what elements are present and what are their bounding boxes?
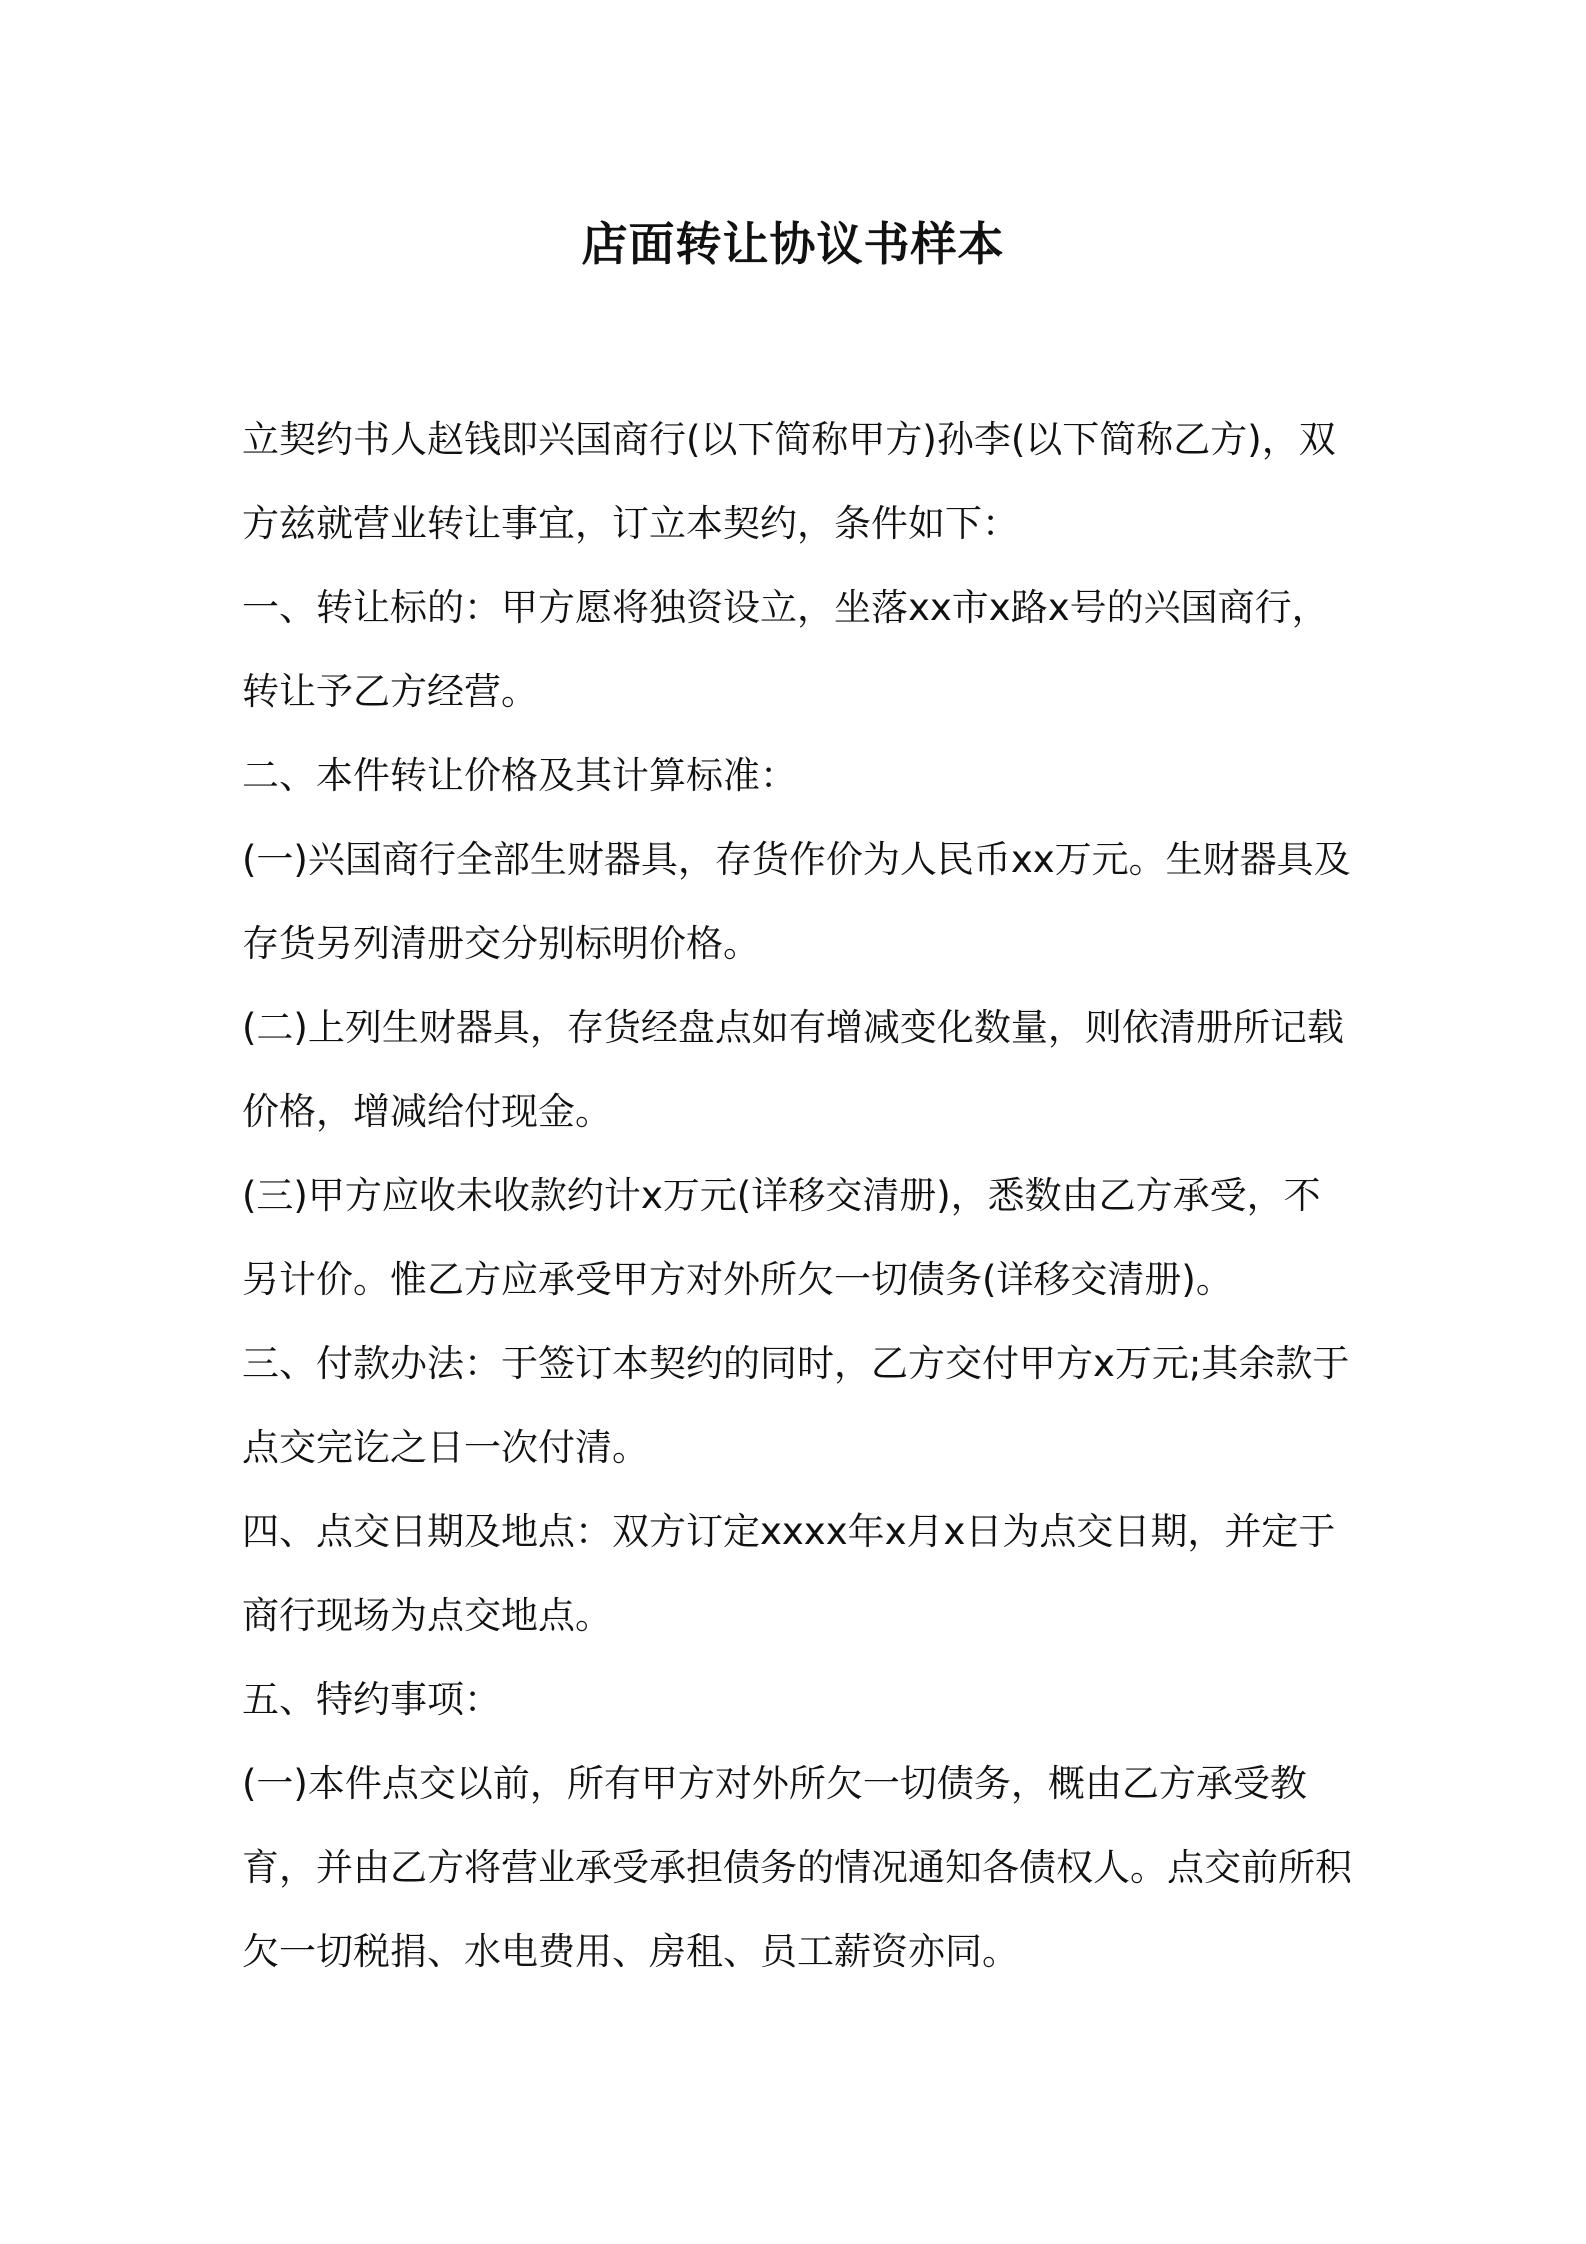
document-body [242, 398, 1354, 1994]
paragraph-clause-4: 四、点交日期及地点：双方订定xxxx年x月x日为点交日期，并定于商行现场为点交地点。 [242, 1510, 1336, 1637]
paragraph-clause-2-3: (三)甲方应收未收款约计x万元(详移交清册)，悉数由乙方承受，不另计价。惟乙方应承受甲方对外所欠一切债务(详移交清册)。 [242, 1174, 1321, 1301]
paragraph-clause-2: 二、本件转让价格及其计算标准： [242, 754, 797, 797]
paragraph-clause-1: 一、转让标的：甲方愿将独资设立，坐落xx市x路x号的兴国商行，转让予乙方经营。 [242, 586, 1329, 713]
document-title: 店面转让协议书样本 [581, 217, 1005, 271]
paragraph-clause-3: 三、付款办法：于签订本契约的同时，乙方交付甲方x万元;其余款于点交完讫之日一次付清。 [242, 1342, 1350, 1469]
paragraph-clause-5-1: (一)本件点交以前，所有甲方对外所欠一切债务，概由乙方承受教育，并由乙方将营业承受承担债务的情况通知各债权人。点交前所积欠一切税捐、水电费用、房租、员工薪资亦同。 [242, 1762, 1352, 1973]
paragraph-clause-2-2: (二)上列生财器具，存货经盘点如有增减变化数量，则依清册所记载价格，增减给付现金。 [242, 1006, 1344, 1133]
paragraph-intro: 立契约书人赵钱即兴国商行(以下简称甲方)孙李(以下简称乙方)，双方兹就营业转让事宜，订立本契约，条件如下： [242, 418, 1336, 545]
paragraph-clause-5: 五、特约事项： [242, 1678, 501, 1721]
paragraph-clause-2-1: (一)兴国商行全部生财器具，存货作价为人民币xx万元。生财器具及存货另列清册交分别标明价格。 [242, 838, 1351, 965]
